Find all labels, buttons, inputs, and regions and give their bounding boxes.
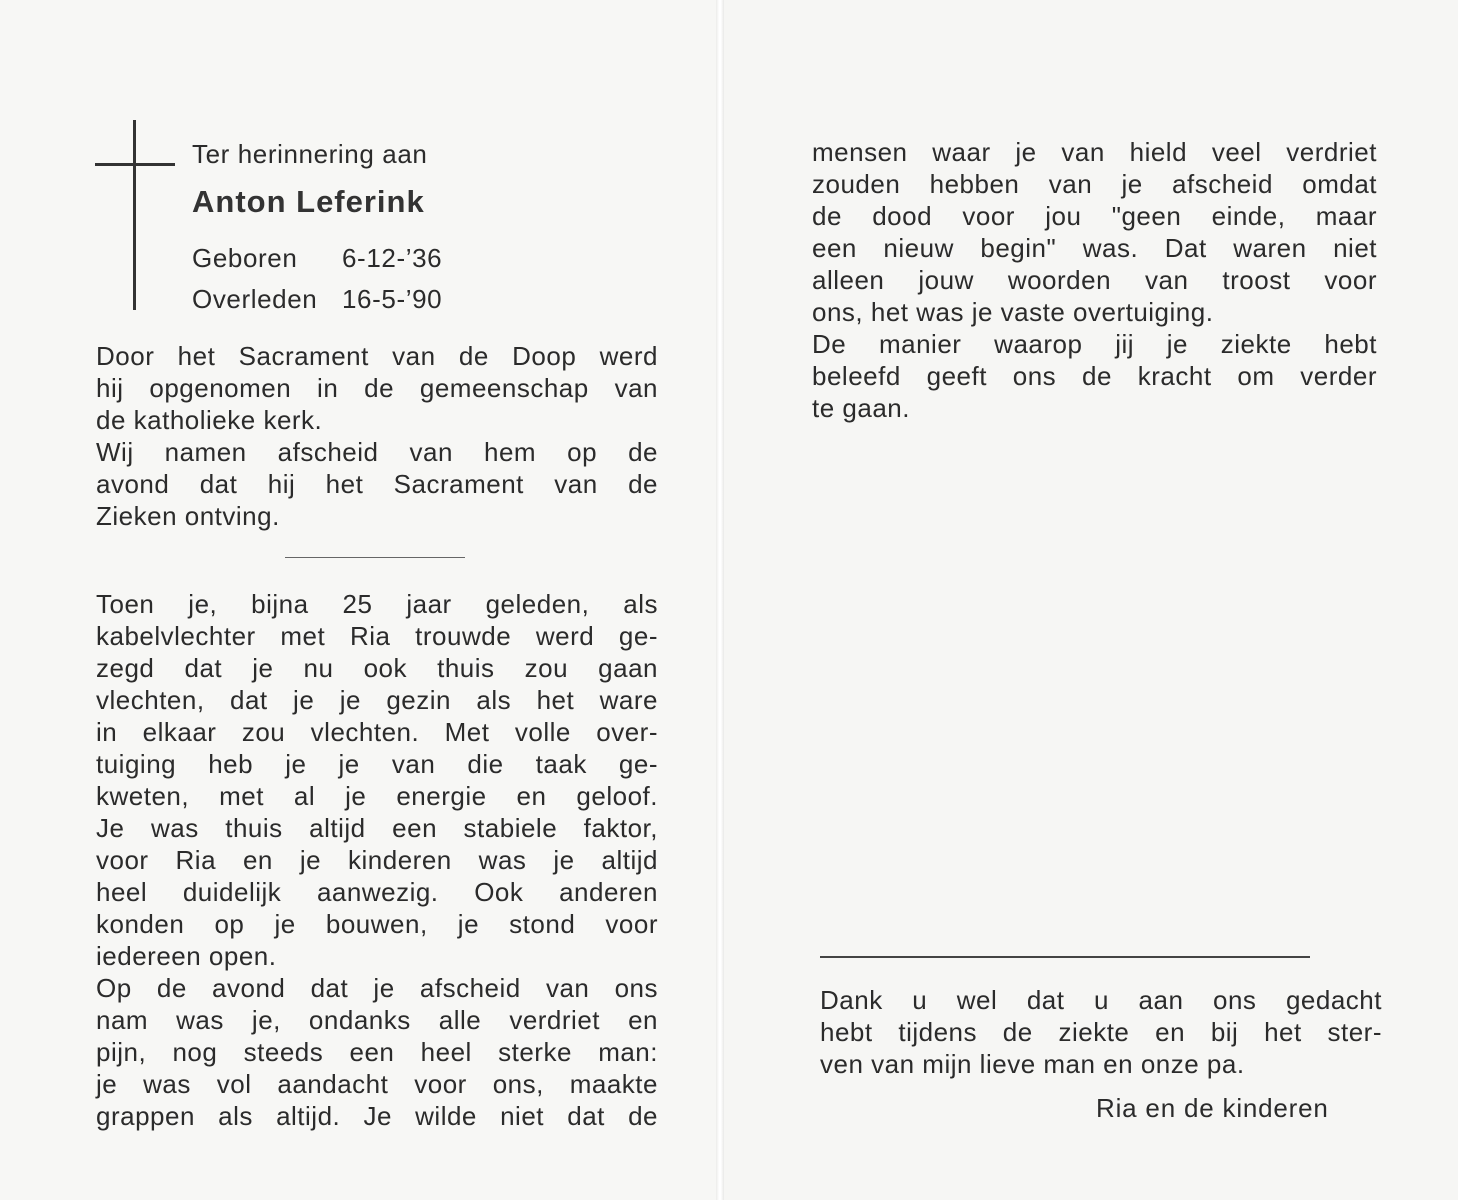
text-line: hebt tijdens de ziekte en bij het ster- <box>820 1017 1382 1047</box>
text-line: Door het Sacrament van de Doop werd <box>96 341 658 371</box>
text-line: heel duidelijk aanwezig. Ook anderen <box>96 877 658 907</box>
text-line: ven van mijn lieve man en onze pa. <box>820 1049 1245 1079</box>
text-line: in elkaar zou vlechten. Met volle over- <box>96 717 658 747</box>
died-line <box>192 283 443 315</box>
text-line: een nieuw begin" was. Dat waren niet <box>812 233 1377 263</box>
text-line: De manier waarop jij je ziekte hebt <box>812 329 1377 359</box>
memorial-intro: Ter herinnering aan <box>192 139 428 169</box>
text-line: Op de avond dat je afscheid van ons <box>96 973 658 1003</box>
divider <box>820 956 1310 958</box>
text-line: zouden hebben van je afscheid omdat <box>812 169 1377 199</box>
text-line: konden op je bouwen, je stond voor <box>96 909 658 939</box>
text-line: iedereen open. <box>96 941 277 971</box>
text-line: de dood voor jou "geen einde, maar <box>812 201 1377 231</box>
text-line: Wij namen afscheid van hem op de <box>96 437 658 467</box>
text-line: pijn, nog steeds een heel sterke man: <box>96 1037 658 1067</box>
card-fold <box>716 0 724 1200</box>
text-line: Toen je, bijna 25 jaar geleden, als <box>96 589 658 619</box>
text-line: te gaan. <box>812 393 910 423</box>
text-line: je was vol aandacht voor ons, maakte <box>96 1069 658 1099</box>
died-date: 16-5-’90 <box>342 284 443 314</box>
text-line: vlechten, dat je je gezin als het ware <box>96 685 658 715</box>
text-line: beleefd geeft ons de kracht om verder <box>812 361 1377 391</box>
text-line: de katholieke kerk. <box>96 405 323 435</box>
text-line: mensen waar je van hield veel verdriet <box>812 137 1377 167</box>
born-label: Geboren <box>192 243 298 273</box>
text-line: ons, het was je vaste overtuiging. <box>812 297 1214 327</box>
text-line: Zieken ontving. <box>96 501 280 531</box>
continuation-paragraph <box>812 136 1377 424</box>
sacrament-paragraph <box>96 340 658 532</box>
tribute-paragraph <box>96 588 658 1132</box>
text-line: Je was thuis altijd een stabiele faktor, <box>96 813 658 843</box>
born-date: 6-12-’36 <box>342 243 443 273</box>
text-line: grappen als altijd. Je wilde niet dat de <box>96 1101 658 1131</box>
text-line: hij opgenomen in de gemeenschap van <box>96 373 658 403</box>
deceased-name: Anton Leferink <box>192 184 425 219</box>
died-label: Overleden <box>192 284 318 314</box>
divider <box>285 557 465 558</box>
text-line: nam was je, ondanks alle verdriet en <box>96 1005 658 1035</box>
text-line: tuiging heb je je van die taak ge- <box>96 749 658 779</box>
born-line <box>192 242 443 274</box>
text-line: avond dat hij het Sacrament van de <box>96 469 658 499</box>
text-line: kabelvlechter met Ria trouwde werd ge- <box>96 621 658 651</box>
text-line: alleen jouw woorden van troost voor <box>812 265 1377 295</box>
text-line: voor Ria en je kinderen was je altijd <box>96 845 658 875</box>
signature: Ria en de kinderen <box>1096 1093 1329 1123</box>
text-line: kweten, met al je energie en geloof. <box>96 781 658 811</box>
text-line: Dank u wel dat u aan ons gedacht <box>820 985 1382 1015</box>
text-line: zegd dat je nu ook thuis zou gaan <box>96 653 658 683</box>
thanks-paragraph <box>820 984 1382 1080</box>
cross-icon-vertical <box>133 120 136 310</box>
cross-icon-horizontal <box>95 163 175 166</box>
